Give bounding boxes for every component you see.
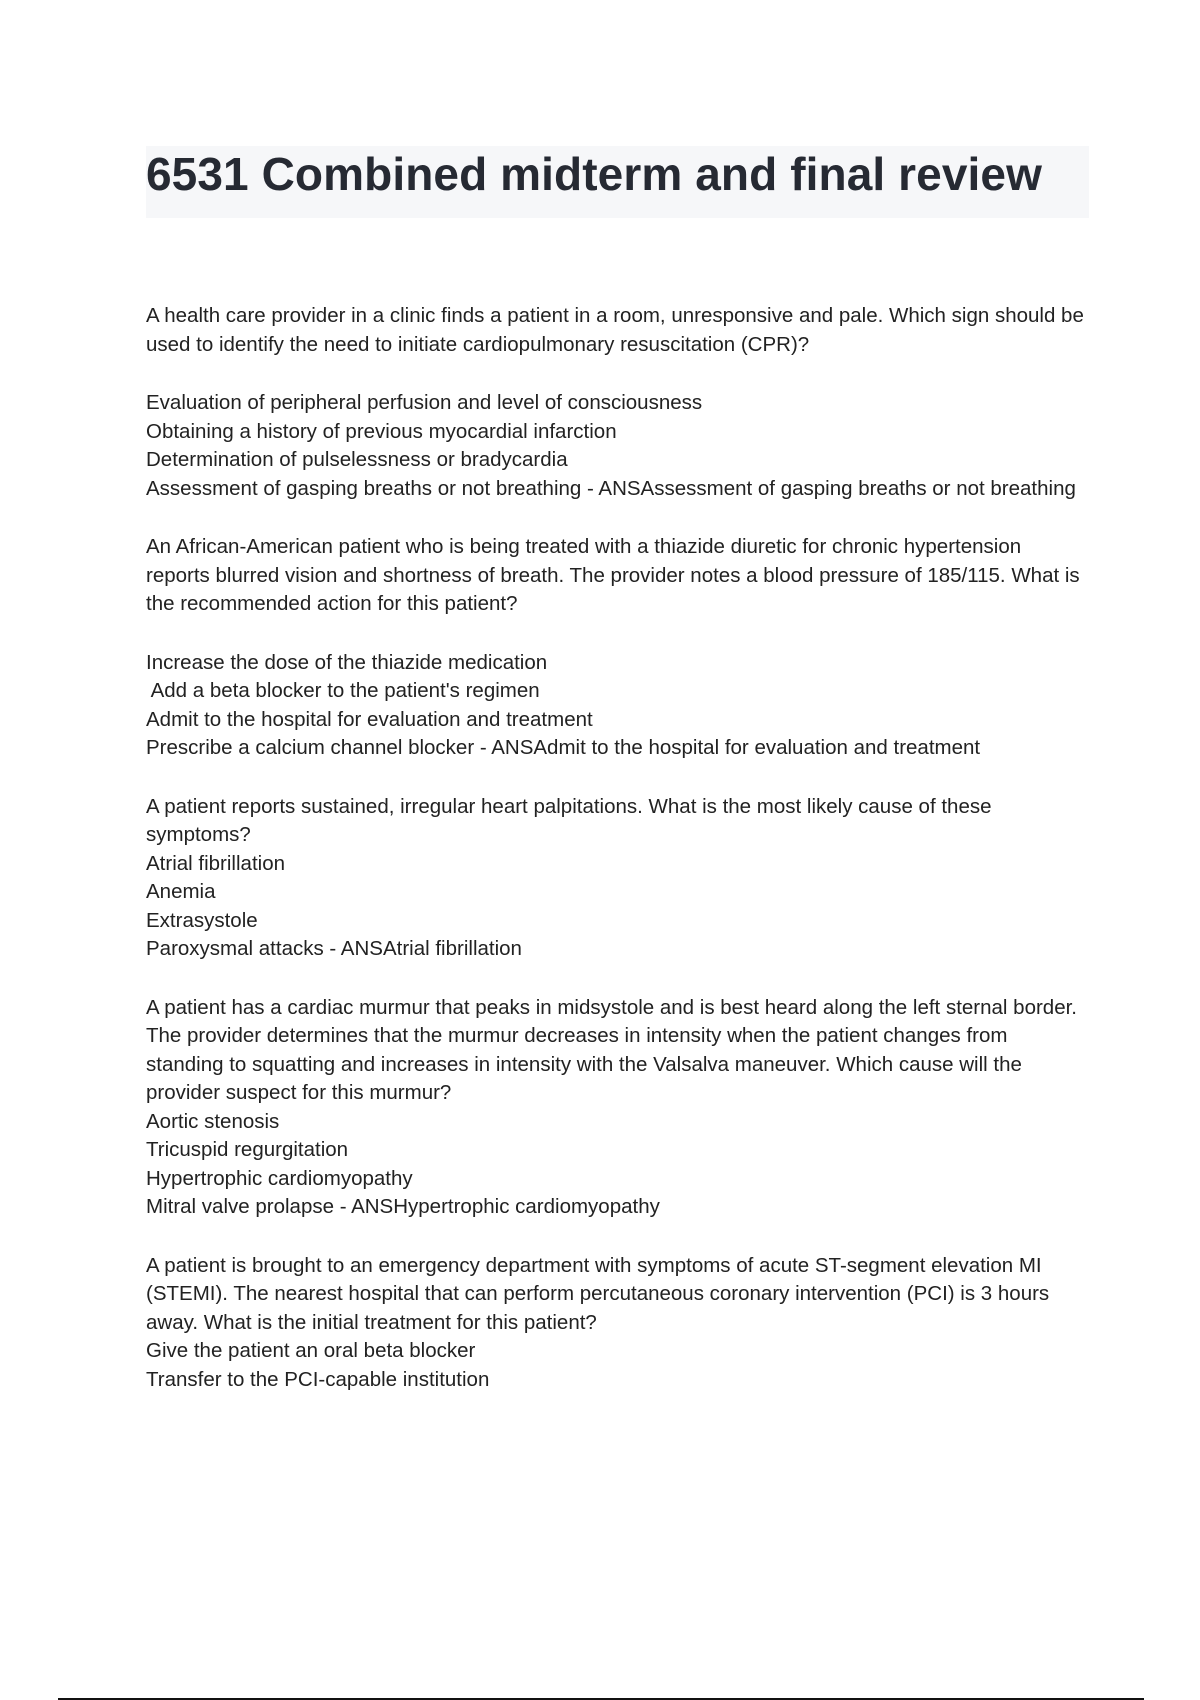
- answer-option: Give the patient an oral beta blocker: [146, 1339, 476, 1362]
- question-text: A patient is brought to an emergency department with symptoms of acute ST-segment elevation MI (STEMI). The nearest hospital that can perform percutaneous coronary intervention (PCI) is 3 hours away. What is the initial treatment for this patient?: [146, 1253, 1050, 1334]
- answer-option: Determination of pulselessness or bradycardia: [146, 448, 568, 471]
- question-block: [146, 994, 1086, 1222]
- answer-options: [146, 389, 1086, 503]
- question-text: An African-American patient who is being treated with a thiazide diuretic for chronic hypertension reports blurred vision and shortness of breath. The provider notes a blood pressure of 185/115. What is the recommended action for this patient?: [146, 535, 1080, 615]
- answer-option: Anemia: [146, 880, 216, 903]
- question-block: [146, 1252, 1086, 1395]
- answer-option: Extrasystole: [146, 908, 258, 932]
- question-text: A patient reports sustained, irregular heart palpitations. What is the most likely cause of these symptoms?: [146, 794, 992, 846]
- page-title: 6531 Combined midterm and final review: [146, 148, 1042, 200]
- answer-option: Aortic stenosis: [146, 1109, 280, 1133]
- answer-option: Obtaining a history of previous myocardial infarction: [146, 419, 617, 443]
- answer-option: Paroxysmal attacks - ANSAtrial fibrillation: [146, 937, 522, 960]
- answer-option: Tricuspid regurgitation: [146, 1138, 349, 1161]
- answer-option: Hypertrophic cardiomyopathy: [146, 1166, 413, 1190]
- answer-option: Evaluation of peripheral perfusion and level of consciousness: [146, 391, 703, 414]
- answer-option: Increase the dose of the thiazide medication: [146, 650, 548, 674]
- question-block: [146, 533, 1086, 763]
- answer-option: Atrial fibrillation: [146, 851, 285, 875]
- answer-option: Add a beta blocker to the patient's regimen: [146, 679, 540, 702]
- answer-option: Admit to the hospital for evaluation and treatment: [146, 707, 593, 731]
- question-block: [146, 793, 1086, 964]
- question-block: [146, 302, 1086, 503]
- document-body: [146, 302, 1086, 1424]
- question-text: A health care provider in a clinic finds a patient in a room, unresponsive and pale. Which sign should be used to identify the need to initiate cardiopulmonary resuscitation (CPR)?: [146, 304, 1084, 356]
- answer-option: Mitral valve prolapse - ANSHypertrophic cardiomyopathy: [146, 1195, 660, 1218]
- spacer: [146, 619, 1086, 649]
- spacer: [146, 359, 1086, 389]
- answer-options: [146, 1337, 1086, 1394]
- answer-option: Transfer to the PCI-capable institution: [146, 1367, 490, 1391]
- answer-options: [146, 1108, 1086, 1222]
- answer-option: Assessment of gasping breaths or not breathing - ANSAssessment of gasping breaths or not breathing: [146, 476, 1076, 500]
- question-text: A patient has a cardiac murmur that peaks in midsystole and is best heard along the left sternal border. The provider determines that the murmur decreases in intensity when the patient changes from standing to squatting and increases in intensity with the Valsalva maneuver. Which cause will the provider suspect for this murmur?: [146, 995, 1077, 1104]
- answer-options: [146, 850, 1086, 964]
- answer-options: [146, 649, 1086, 763]
- answer-option: Prescribe a calcium channel blocker - ANSAdmit to the hospital for evaluation and treatment: [146, 736, 981, 759]
